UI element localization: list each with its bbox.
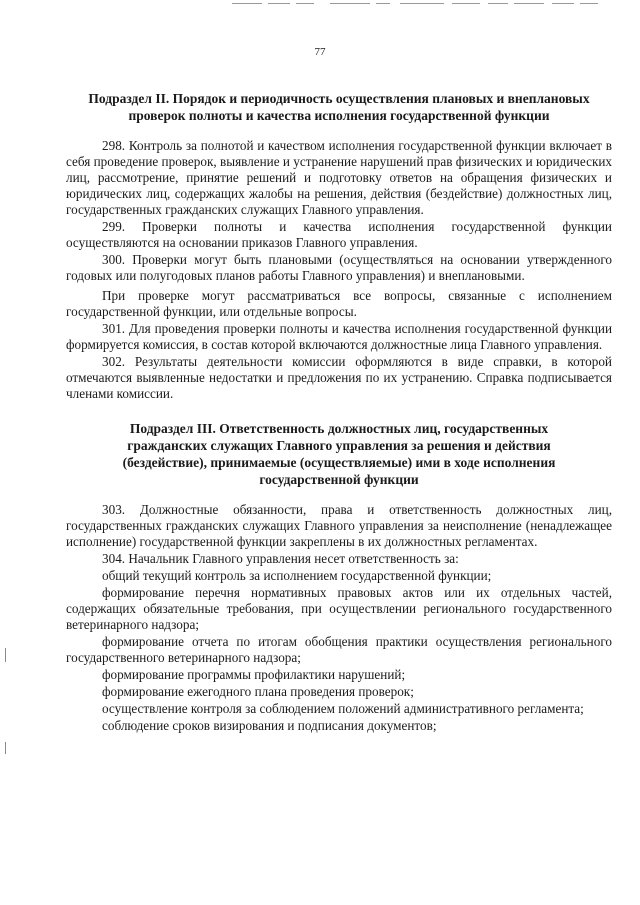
- list-item: общий текущий контроль за исполнением государственной функции;: [102, 568, 492, 583]
- paragraph-299: 299. Проверки полноты и качества исполнения государственной функции осуществляются на основании приказов Главного управления.: [66, 219, 612, 250]
- paragraph-298: 298. Контроль за полнотой и качеством исполнения государственной функции включает в себя проведение проверок, выявление и устранение нарушений прав физических и юридических лиц, рассмотрение, принятие решений и подготовку ответов на обращения физических и юридических лиц, содержащих жалобы на решения, действия (бездействие) должностных лиц, государственных гражданских служащих Главного управления.: [66, 138, 612, 217]
- paragraph-302: 302. Результаты деятельности комиссии оформляются в виде справки, в которой отмечаются выявленные недостатки и предложения по их устранению. Справка подписывается членами комиссии.: [66, 354, 612, 401]
- list-item: формирование отчета по итогам обобщения практики осуществления регионального государственного ветеринарного надзора;: [66, 634, 612, 665]
- subsection-2-title: Подраздел II. Порядок и периодичность осуществления плановых и внеплановых проверок полноты и качества исполнения государственной функции: [88, 91, 590, 123]
- list-item: соблюдение сроков визирования и подписания документов;: [102, 718, 437, 733]
- document-body: [66, 90, 612, 735]
- list-item: формирование программы профилактики нарушений;: [102, 667, 406, 682]
- paragraph-303: 303. Должностные обязанности, права и ответственность должностных лиц, государственных гражданских служащих Главного управления за неисполнение (ненадлежащее исполнение) государственной функции закреплены в их должностных регламентах.: [66, 502, 612, 549]
- paragraph-300-note: При проверке могут рассматриваться все вопросы, связанные с исполнением государственной функции, или отдельные вопросы.: [66, 288, 612, 319]
- list-item: осуществление контроля за соблюдением положений административного регламента;: [102, 701, 584, 716]
- subsection-3-title: Подраздел III. Ответственность должностных лиц, государственных гражданских служащих Главного управления за решения и действия (бездействие), принимаемые (осуществляемые) ими в ходе исполнения государственной функции: [122, 421, 556, 487]
- list-item: формирование ежегодного плана проведения проверок;: [102, 684, 414, 699]
- paragraph-300: 300. Проверки могут быть плановыми (осуществляться на основании утвержденного годовых или полугодовых планов работы Главного управления) и внеплановыми.: [66, 252, 612, 283]
- paragraph-304: 304. Начальник Главного управления несет ответственность за:: [102, 551, 459, 566]
- list-item: формирование перечня нормативных правовых актов или их отдельных частей, содержащих обязательные требования, при осуществлении регионального государственного ветеринарного надзора;: [66, 585, 612, 632]
- paragraph-301: 301. Для проведения проверки полноты и качества исполнения государственной функции формируется комиссия, в состав которой включаются должностные лица Главного управления.: [66, 321, 612, 352]
- page-number: 77: [314, 46, 326, 58]
- scan-artifact-top: [0, 0, 640, 12]
